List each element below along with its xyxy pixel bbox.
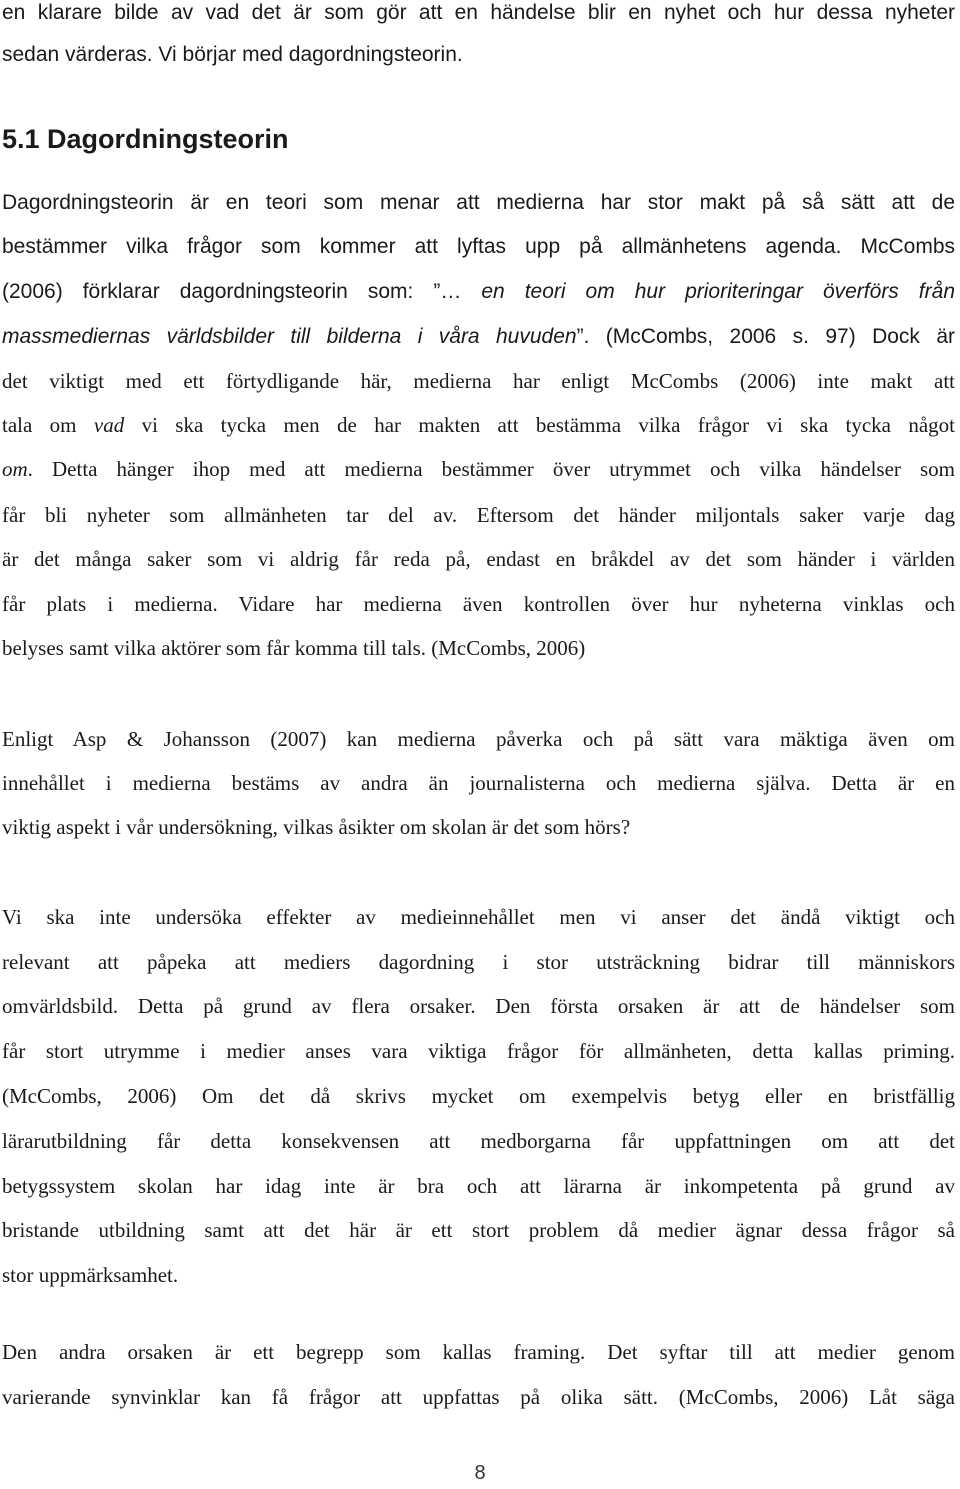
text-line: stor uppmärksamhet. — [2, 1263, 179, 1287]
text-line: en klarare bilde av vad det är som gör att en händelse blir en nyhet och hur dessa nyheter — [2, 1, 955, 24]
text-line — [2, 324, 955, 350]
text-line: Vi ska inte undersöka effekter av medieinnehållet men vi anser det ändå viktigt och — [2, 905, 955, 929]
emphasis: vad — [93, 413, 125, 437]
text-line — [2, 456, 955, 482]
text-line: belyses samt vilka aktörer som får komma till tals. (McCombs, 2006) — [2, 636, 586, 660]
text-line: innehållet i medierna bestäms av andra än journalisterna och medierna själva. Detta är en — [2, 771, 955, 795]
text-run: . Detta hänger ihop med att medierna bestämmer över utrymmet och vilka händelser som — [27, 457, 955, 481]
text-line: får bli nyheter som allmänheten tar del av. Eftersom det händer miljontals saker varje dag — [2, 503, 955, 527]
text-line: relevant att påpeka att mediers dagordning i stor utsträckning bidrar till människors — [2, 950, 955, 974]
text-line: lärarutbildning får detta konsekvensen att medborgarna får uppfattningen om att det — [2, 1129, 955, 1153]
quote-italic: massmediernas världsbilder till bilderna i våra huvuden — [2, 325, 577, 348]
text-line: Enligt Asp & Johansson (2007) kan medierna påverka och på sätt vara mäktiga även om — [2, 727, 955, 751]
text-line — [2, 279, 955, 305]
text-line: är det många saker som vi aldrig får reda på, endast en bråkdel av det som händer i världen — [2, 547, 955, 571]
text-line: sedan värderas. Vi börjar med dagordningsteorin. — [2, 43, 463, 66]
section-heading: 5.1 Dagordningsteorin — [2, 124, 289, 154]
text-run: vi ska tycka men de har makten att bestämma vilka frågor vi ska tycka något — [124, 413, 956, 437]
text-run: ”. (McCombs, 2006 s. 97) Dock är — [576, 325, 955, 348]
page-number: 8 — [474, 1462, 486, 1484]
text-line: får plats i medierna. Vidare har medierna även kontrollen över hur nyheterna vinklas och — [2, 592, 955, 616]
text-line: varierande synvinklar kan få frågor att uppfattas på olika sätt. (McCombs, 2006) Låt säga — [2, 1385, 955, 1409]
text-line: bestämmer vilka frågor som kommer att lyftas upp på allmänhetens agenda. McCombs — [2, 235, 955, 258]
text-line: (McCombs, 2006) Om det då skrivs mycket om exempelvis betyg eller en bristfällig — [2, 1084, 955, 1108]
text-line: får stort utrymme i medier anses vara viktiga frågor för allmänheten, detta kallas priming. — [2, 1039, 955, 1063]
text-line: Dagordningsteorin är en teori som menar att medierna har stor makt på så sätt att de — [2, 191, 955, 214]
text-line: bristande utbildning samt att det här är ett stort problem då medier ägnar dessa frågor så — [2, 1218, 955, 1242]
text-run: tala om — [2, 413, 94, 437]
text-run: (2006) förklarar dagordningsteorin som: ”… — [2, 280, 482, 303]
text-line: viktig aspekt i vår undersökning, vilkas åsikter om skolan är det som hörs? — [2, 815, 631, 839]
quote-italic: en teori om hur prioriteringar överförs från — [481, 280, 955, 303]
text-line: betygssystem skolan har idag inte är bra och att lärarna är inkompetenta på grund av — [2, 1174, 955, 1198]
emphasis: om — [2, 457, 28, 481]
text-line: Den andra orsaken är ett begrepp som kallas framing. Det syftar till att medier genom — [2, 1340, 955, 1364]
text-line — [2, 412, 955, 438]
text-line: omvärldsbild. Detta på grund av flera orsaker. Den första orsaken är att de händelser som — [2, 994, 955, 1018]
text-line: det viktigt med ett förtydligande här, medierna har enligt McCombs (2006) inte makt att — [2, 369, 955, 393]
